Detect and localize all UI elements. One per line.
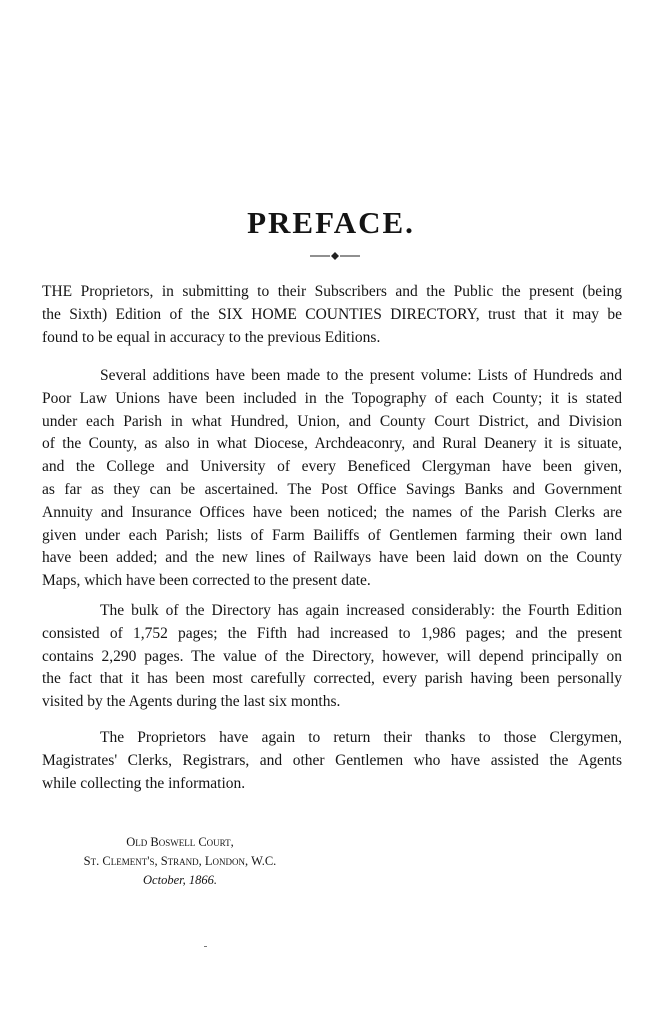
- text-line: under each Parish in what Hundred, Union, and County Court District, and Division: [42, 412, 622, 430]
- text-line: consisted of 1,752 pages; the Fifth had increased to 1,986 pages; and the present: [42, 624, 622, 642]
- text-line: Poor Law Unions have been included in the Topography of each County; it is stated: [42, 389, 622, 407]
- ornament-divider-icon: [308, 250, 362, 262]
- text-line: while collecting the information.: [42, 774, 246, 792]
- text-line: given under each Parish; lists of Farm Bailiffs of Gentlemen farming their own land: [42, 526, 622, 544]
- text-line: Annuity and Insurance Offices have been noticed; the names of the Parish Clerks are: [42, 503, 622, 521]
- text-line: as far as they can be ascertained. The Post Office Savings Banks and Government: [42, 480, 622, 498]
- address-line: Old Boswell Court,: [126, 835, 234, 849]
- text-line: visited by the Agents during the last six months.: [42, 693, 341, 711]
- text-line: and the College and University of every Beneficed Clergyman have been given,: [42, 458, 622, 476]
- paragraph-intro: [42, 281, 622, 349]
- page-title: PREFACE.: [247, 205, 415, 240]
- text-line: THE Proprietors, in submitting to their Subscribers and the Public the present (being: [42, 283, 622, 300]
- text-line: Magistrates' Clerks, Registrars, and other Gentlemen who have assisted the Agents: [42, 751, 622, 769]
- address-date: October, 1866.: [143, 873, 217, 887]
- print-mark: [204, 946, 207, 947]
- address-line: St. Clement's, Strand, London, W.C.: [83, 854, 277, 868]
- paragraph-thanks: [42, 727, 622, 795]
- text-line: contains 2,290 pages. The value of the Directory, however, will depend principally on: [42, 647, 622, 665]
- address-block: [0, 833, 360, 890]
- text-line: the fact that it has been most carefully corrected, every parish having been personally: [42, 670, 622, 688]
- paragraph-additions: [42, 365, 622, 593]
- text-line: the Sixth) Edition of the SIX HOME COUNTIES DIRECTORY, trust that it may be: [42, 305, 622, 323]
- paragraph-bulk: [42, 600, 622, 714]
- text-line: have been added; and the new lines of Railways have been laid down on the County: [42, 549, 622, 567]
- text-line: The Proprietors have again to return their thanks to those Clergymen,: [100, 729, 622, 746]
- text-line: Several additions have been made to the present volume: Lists of Hundreds and: [100, 367, 622, 384]
- text-line: found to be equal in accuracy to the previous Editions.: [42, 328, 381, 346]
- text-line: of the County, as also in what Diocese, Archdeaconry, and Rural Deanery it is situate,: [42, 435, 622, 453]
- text-line: Maps, which have been corrected to the present date.: [42, 572, 371, 590]
- text-line: The bulk of the Directory has again increased considerably: the Fourth Edition: [100, 602, 622, 619]
